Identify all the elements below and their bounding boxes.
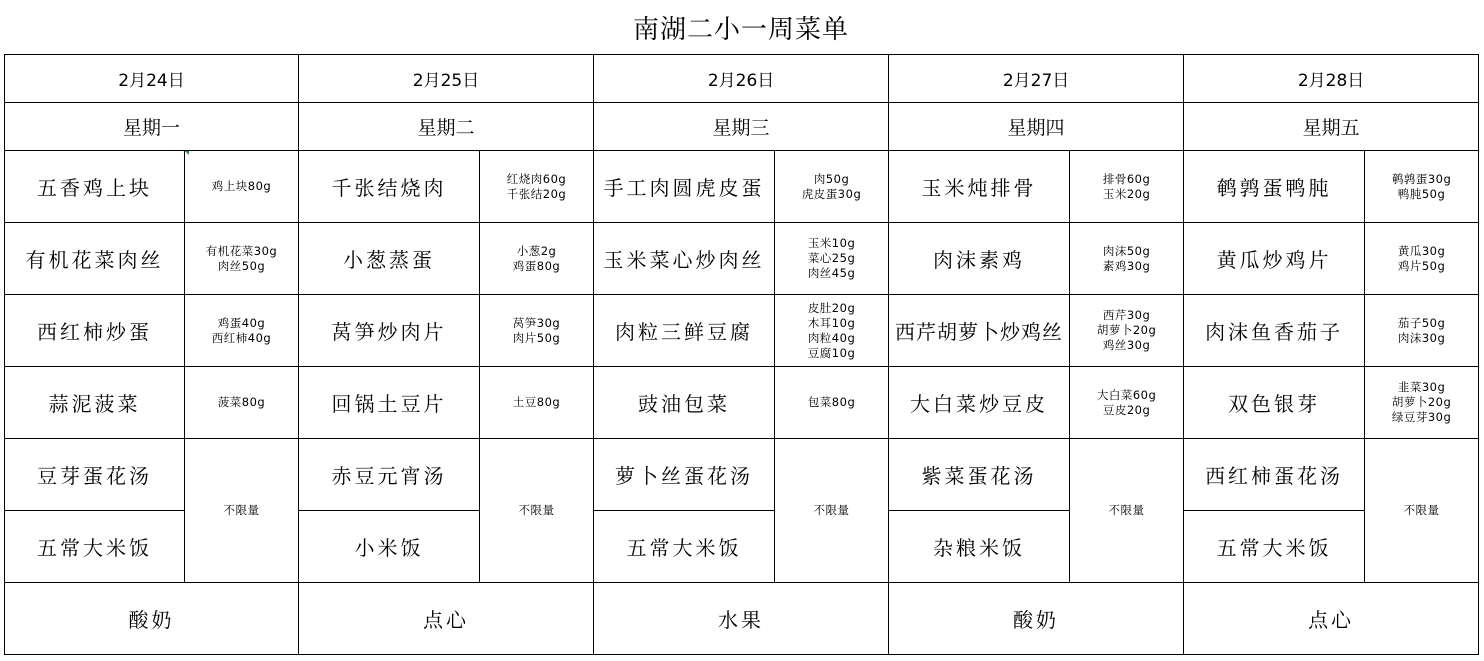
unlimited-note: 不限量 <box>1365 439 1479 583</box>
dish-row <box>5 151 1479 223</box>
dish-amount <box>1365 151 1479 223</box>
amount-line: 茄子50g <box>1397 315 1446 330</box>
date-cell: 2月28日 <box>1184 55 1479 103</box>
dish-amount <box>775 295 889 367</box>
staple-name: 五常大米饭 <box>594 511 775 583</box>
dish-amount <box>1365 223 1479 295</box>
dish-amount <box>1070 151 1184 223</box>
dish-name: 手工肉圆虎皮蛋 <box>594 151 775 223</box>
amount-line: 鸡蛋80g <box>512 258 561 273</box>
unlimited-note: 不限量 <box>1070 439 1184 583</box>
dish-amount <box>185 223 299 295</box>
date-cell: 2月24日 <box>5 55 299 103</box>
soup-name: 西红柿蛋花汤 <box>1184 439 1365 511</box>
date-row <box>5 55 1479 103</box>
amount-line: 鸡上块80g <box>211 179 272 193</box>
amount-line: 肉沫50g <box>1102 243 1151 258</box>
dish-name: 西芹胡萝卜炒鸡丝 <box>889 295 1070 367</box>
amount-line: 豆皮20g <box>1102 402 1151 417</box>
weekday-cell: 星期二 <box>299 103 594 151</box>
soup-name: 赤豆元宵汤 <box>299 439 480 511</box>
dish-amount <box>775 223 889 295</box>
amount-line: 肉粒40g <box>807 330 856 345</box>
amount-line: 木耳10g <box>807 315 856 330</box>
amount-line: 西芹30g <box>1102 308 1151 322</box>
dish-row <box>5 223 1479 295</box>
dish-amount <box>480 151 594 223</box>
menu-sheet <box>4 0 1478 661</box>
menu-table <box>4 54 1479 655</box>
soup-name: 豆芽蛋花汤 <box>5 439 185 511</box>
amount-line: 鸭肫50g <box>1397 186 1446 201</box>
date-cell: 2月26日 <box>594 55 889 103</box>
dish-name: 肉粒三鲜豆腐 <box>594 295 775 367</box>
amount-line: 肉沫30g <box>1397 330 1446 345</box>
unlimited-note: 不限量 <box>185 439 299 583</box>
extra-item: 点心 <box>1184 583 1479 655</box>
extra-item: 酸奶 <box>5 583 299 655</box>
dish-name: 肉沫素鸡 <box>889 223 1070 295</box>
weekday-cell: 星期五 <box>1184 103 1479 151</box>
amount-line: 大白菜60g <box>1096 387 1157 402</box>
dish-name: 千张结烧肉 <box>299 151 480 223</box>
soup-name: 紫菜蛋花汤 <box>889 439 1070 511</box>
staple-name: 小米饭 <box>299 511 480 583</box>
unlimited-note: 不限量 <box>775 439 889 583</box>
weekday-cell: 星期四 <box>889 103 1184 151</box>
dish-amount <box>775 151 889 223</box>
amount-line: 素鸡30g <box>1102 258 1151 273</box>
dish-amount <box>1070 223 1184 295</box>
staple-name: 五常大米饭 <box>1184 511 1365 583</box>
dish-amount <box>775 367 889 439</box>
amount-line: 玉米20g <box>1102 186 1151 201</box>
dish-name: 双色银芽 <box>1184 367 1365 439</box>
amount-line: 肉丝45g <box>807 266 856 280</box>
amount-line: 虎皮蛋30g <box>801 186 862 201</box>
staple-name: 五常大米饭 <box>5 511 185 583</box>
amount-line: 韭菜30g <box>1397 380 1446 394</box>
amount-line: 胡萝卜20g <box>1096 323 1157 337</box>
staple-name: 杂粮米饭 <box>889 511 1070 583</box>
dish-name: 小葱蒸蛋 <box>299 223 480 295</box>
amount-line: 包菜80g <box>807 395 856 409</box>
amount-line: 肉50g <box>813 171 850 186</box>
amount-line: 皮肚20g <box>807 300 856 315</box>
amount-line: 土豆80g <box>512 395 561 409</box>
dish-amount <box>1070 295 1184 367</box>
dish-amount <box>185 151 299 223</box>
amount-line: 莴笋30g <box>512 315 561 330</box>
dish-amount <box>1365 367 1479 439</box>
dish-name: 玉米菜心炒肉丝 <box>594 223 775 295</box>
amount-line: 鸡片50g <box>1397 258 1446 273</box>
amount-line: 有机花菜30g <box>205 243 278 258</box>
dish-name: 黄瓜炒鸡片 <box>1184 223 1365 295</box>
amount-line: 菠菜80g <box>217 395 266 409</box>
dish-amount <box>1365 295 1479 367</box>
dish-name: 五香鸡上块 <box>5 151 185 223</box>
extra-item: 水果 <box>594 583 889 655</box>
extra-row <box>5 583 1479 655</box>
dish-name: 回锅土豆片 <box>299 367 480 439</box>
dish-name: 大白菜炒豆皮 <box>889 367 1070 439</box>
date-cell: 2月25日 <box>299 55 594 103</box>
amount-line: 红烧肉60g <box>506 171 567 186</box>
dish-name: 鹌鹑蛋鸭肫 <box>1184 151 1365 223</box>
amount-line: 排骨60g <box>1102 171 1151 186</box>
extra-item: 酸奶 <box>889 583 1184 655</box>
amount-line: 肉丝50g <box>217 258 266 273</box>
dish-name: 豉油包菜 <box>594 367 775 439</box>
amount-line: 千张结20g <box>506 186 567 201</box>
amount-line: 西红柿40g <box>211 330 272 345</box>
amount-line: 小葱2g <box>516 243 557 258</box>
amount-line: 豆腐10g <box>807 345 856 360</box>
amount-line: 玉米10g <box>807 236 856 250</box>
amount-line: 肉片50g <box>512 330 561 345</box>
dish-amount <box>480 295 594 367</box>
dish-name: 西红柿炒蛋 <box>5 295 185 367</box>
dish-row <box>5 295 1479 367</box>
amount-line: 鹌鹑蛋30g <box>1391 171 1452 186</box>
dish-name: 玉米炖排骨 <box>889 151 1070 223</box>
dish-name: 蒜泥菠菜 <box>5 367 185 439</box>
dish-name: 肉沫鱼香茄子 <box>1184 295 1365 367</box>
dish-amount <box>1070 367 1184 439</box>
menu-title: 南湖二小一周菜单 <box>632 14 849 45</box>
amount-line: 黄瓜30g <box>1397 243 1446 258</box>
amount-line: 绿豆芽30g <box>1391 410 1452 424</box>
weekday-cell: 星期三 <box>594 103 889 151</box>
amount-line: 菜心25g <box>807 251 856 265</box>
dish-row <box>5 367 1479 439</box>
weekday-row <box>5 103 1479 151</box>
dish-amount <box>480 367 594 439</box>
dish-amount <box>185 295 299 367</box>
soup-row <box>5 439 1479 511</box>
dish-amount <box>480 223 594 295</box>
amount-line: 鸡蛋40g <box>217 315 266 330</box>
unlimited-note: 不限量 <box>480 439 594 583</box>
amount-line: 胡萝卜20g <box>1391 395 1452 409</box>
date-cell: 2月27日 <box>889 55 1184 103</box>
dish-name: 有机花菜肉丝 <box>5 223 185 295</box>
weekday-cell: 星期一 <box>5 103 299 151</box>
amount-line: 鸡丝30g <box>1102 338 1151 352</box>
extra-item: 点心 <box>299 583 594 655</box>
dish-amount <box>185 367 299 439</box>
dish-name: 莴笋炒肉片 <box>299 295 480 367</box>
soup-name: 萝卜丝蛋花汤 <box>594 439 775 511</box>
